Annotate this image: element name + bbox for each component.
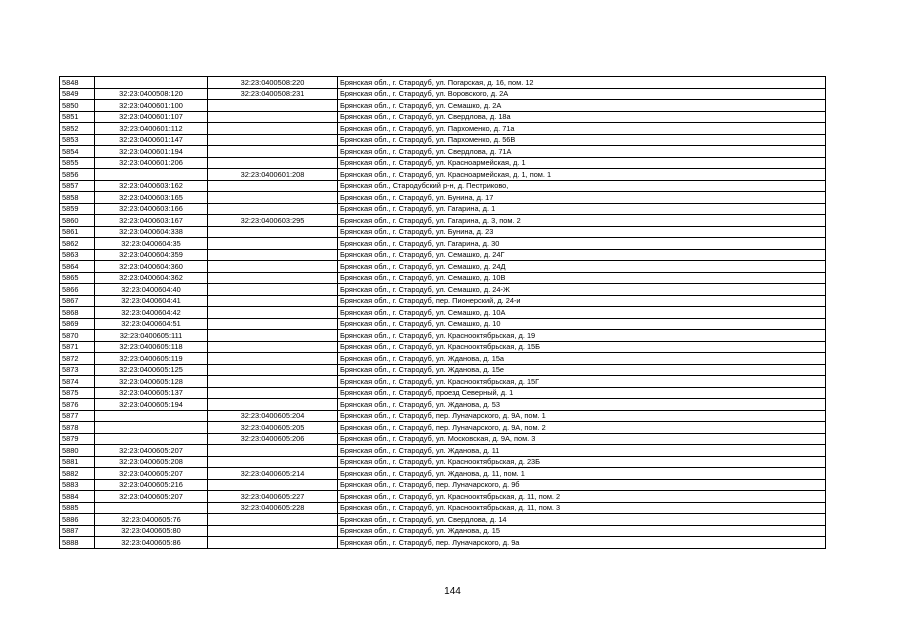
table-row	[60, 399, 826, 411]
cadastral-number-cell: 32:23:0400605:128	[95, 376, 208, 388]
address-cell: Брянская обл., г. Стародуб, ул. Краснооктябрьская, д. 19	[338, 330, 826, 342]
cadastral-number-cell	[95, 433, 208, 445]
room-cadastral-number-cell	[208, 295, 338, 307]
cadastral-number-cell: 32:23:0400508:120	[95, 88, 208, 100]
row-number-cell: 5852	[60, 123, 95, 135]
address-cell: Брянская обл., г. Стародуб, проезд Северный, д. 1	[338, 387, 826, 399]
row-number-cell: 5866	[60, 284, 95, 296]
row-number-cell: 5868	[60, 307, 95, 319]
row-number-cell: 5863	[60, 249, 95, 261]
cadastral-number-cell: 32:23:0400604:359	[95, 249, 208, 261]
address-cell: Брянская обл., г. Стародуб, ул. Семашко, д. 24Г	[338, 249, 826, 261]
row-number-cell: 5873	[60, 364, 95, 376]
row-number-cell: 5862	[60, 238, 95, 250]
room-cadastral-number-cell	[208, 353, 338, 365]
table-row	[60, 203, 826, 215]
address-cell: Брянская обл., г. Стародуб, ул. Жданова, д. 15е	[338, 364, 826, 376]
address-cell: Брянская обл., г. Стародуб, ул. Краснооктябрьская, д. 15Б	[338, 341, 826, 353]
row-number-cell: 5864	[60, 261, 95, 273]
row-number-cell: 5883	[60, 479, 95, 491]
cadastral-number-cell: 32:23:0400603:165	[95, 192, 208, 204]
cadastral-number-cell: 32:23:0400605:76	[95, 514, 208, 526]
table-row	[60, 422, 826, 434]
address-cell: Брянская обл., г. Стародуб, ул. Свердлова, д. 14	[338, 514, 826, 526]
table-row	[60, 134, 826, 146]
room-cadastral-number-cell	[208, 445, 338, 457]
cadastral-number-cell: 32:23:0400605:86	[95, 537, 208, 549]
table-row	[60, 468, 826, 480]
address-cell: Брянская обл., г. Стародуб, ул. Московская, д. 9А, пом. 3	[338, 433, 826, 445]
address-cell: Брянская обл., г. Стародуб, ул. Краснооктябрьская, д. 15Г	[338, 376, 826, 388]
row-number-cell: 5878	[60, 422, 95, 434]
room-cadastral-number-cell	[208, 456, 338, 468]
page-number: 144	[444, 586, 461, 597]
cadastral-number-cell: 32:23:0400604:338	[95, 226, 208, 238]
room-cadastral-number-cell	[208, 238, 338, 250]
cadastral-number-cell: 32:23:0400605:207	[95, 468, 208, 480]
room-cadastral-number-cell	[208, 111, 338, 123]
cadastral-number-cell: 32:23:0400604:40	[95, 284, 208, 296]
address-cell: Брянская обл., г. Стародуб, ул. Гагарина, д. 30	[338, 238, 826, 250]
row-number-cell: 5876	[60, 399, 95, 411]
room-cadastral-number-cell	[208, 399, 338, 411]
cadastral-number-cell	[95, 169, 208, 181]
property-register-table	[59, 76, 826, 549]
address-cell: Брянская обл., г. Стародуб, пер. Луначарского, д. 9А, пом. 2	[338, 422, 826, 434]
cadastral-number-cell: 32:23:0400601:147	[95, 134, 208, 146]
address-cell: Брянская обл., г. Стародуб, ул. Красноармейская, д. 1, пом. 1	[338, 169, 826, 181]
table-row	[60, 226, 826, 238]
room-cadastral-number-cell	[208, 514, 338, 526]
cadastral-number-cell: 32:23:0400604:362	[95, 272, 208, 284]
table-row	[60, 146, 826, 158]
table-row	[60, 111, 826, 123]
table-row	[60, 456, 826, 468]
row-number-cell: 5877	[60, 410, 95, 422]
row-number-cell: 5882	[60, 468, 95, 480]
cadastral-number-cell: 32:23:0400605:137	[95, 387, 208, 399]
cadastral-number-cell	[95, 77, 208, 89]
row-number-cell: 5871	[60, 341, 95, 353]
cadastral-number-cell: 32:23:0400601:112	[95, 123, 208, 135]
row-number-cell: 5885	[60, 502, 95, 514]
address-cell: Брянская обл., г. Стародуб, ул. Воровского, д. 2А	[338, 88, 826, 100]
cadastral-number-cell: 32:23:0400605:207	[95, 445, 208, 457]
row-number-cell: 5869	[60, 318, 95, 330]
row-number-cell: 5851	[60, 111, 95, 123]
cadastral-number-cell: 32:23:0400603:166	[95, 203, 208, 215]
cadastral-number-cell: 32:23:0400604:35	[95, 238, 208, 250]
table-row	[60, 77, 826, 89]
table-row	[60, 249, 826, 261]
table-row	[60, 272, 826, 284]
room-cadastral-number-cell	[208, 180, 338, 192]
room-cadastral-number-cell	[208, 387, 338, 399]
room-cadastral-number-cell: 32:23:0400605:205	[208, 422, 338, 434]
room-cadastral-number-cell	[208, 146, 338, 158]
address-cell: Брянская обл., г. Стародуб, ул. Жданова, д. 11, пом. 1	[338, 468, 826, 480]
cadastral-number-cell: 32:23:0400605:111	[95, 330, 208, 342]
cadastral-number-cell: 32:23:0400603:167	[95, 215, 208, 227]
address-cell: Брянская обл., г. Стародуб, ул. Краснооктябрьская, д. 11, пом. 2	[338, 491, 826, 503]
row-number-cell: 5856	[60, 169, 95, 181]
address-cell: Брянская обл., г. Стародуб, ул. Семашко, д. 10В	[338, 272, 826, 284]
room-cadastral-number-cell: 32:23:0400605:214	[208, 468, 338, 480]
address-cell: Брянская обл., г. Стародуб, ул. Краснооктябрьская, д. 23Б	[338, 456, 826, 468]
cadastral-number-cell: 32:23:0400605:207	[95, 491, 208, 503]
address-cell: Брянская обл., г. Стародуб, ул. Погарская, д. 16, пом. 12	[338, 77, 826, 89]
row-number-cell: 5870	[60, 330, 95, 342]
row-number-cell: 5859	[60, 203, 95, 215]
room-cadastral-number-cell: 32:23:0400605:227	[208, 491, 338, 503]
room-cadastral-number-cell	[208, 364, 338, 376]
table-row	[60, 491, 826, 503]
table-row	[60, 123, 826, 135]
address-cell: Брянская обл., г. Стародуб, ул. Красноармейская, д. 1	[338, 157, 826, 169]
address-cell: Брянская обл., г. Стародуб, ул. Жданова, д. 11	[338, 445, 826, 457]
address-cell: Брянская обл., г. Стародуб, ул. Бунина, д. 23	[338, 226, 826, 238]
address-cell: Брянская обл., г. Стародуб, ул. Жданова, д. 15а	[338, 353, 826, 365]
table-row	[60, 341, 826, 353]
cadastral-number-cell: 32:23:0400601:194	[95, 146, 208, 158]
room-cadastral-number-cell	[208, 226, 338, 238]
row-number-cell: 5860	[60, 215, 95, 227]
room-cadastral-number-cell	[208, 376, 338, 388]
table-row	[60, 169, 826, 181]
room-cadastral-number-cell	[208, 272, 338, 284]
table-row	[60, 330, 826, 342]
row-number-cell: 5881	[60, 456, 95, 468]
address-cell: Брянская обл., г. Стародуб, ул. Жданова, д. 15	[338, 525, 826, 537]
cadastral-number-cell	[95, 410, 208, 422]
table-row	[60, 295, 826, 307]
row-number-cell: 5865	[60, 272, 95, 284]
table-row	[60, 284, 826, 296]
table-row	[60, 353, 826, 365]
address-cell: Брянская обл., г. Стародуб, ул. Жданова, д. 53	[338, 399, 826, 411]
table-row	[60, 180, 826, 192]
room-cadastral-number-cell: 32:23:0400508:220	[208, 77, 338, 89]
room-cadastral-number-cell	[208, 134, 338, 146]
table-row	[60, 307, 826, 319]
table-row	[60, 88, 826, 100]
room-cadastral-number-cell: 32:23:0400601:208	[208, 169, 338, 181]
room-cadastral-number-cell: 32:23:0400605:206	[208, 433, 338, 445]
row-number-cell: 5887	[60, 525, 95, 537]
cadastral-number-cell: 32:23:0400604:42	[95, 307, 208, 319]
cadastral-number-cell	[95, 502, 208, 514]
room-cadastral-number-cell	[208, 330, 338, 342]
room-cadastral-number-cell	[208, 192, 338, 204]
address-cell: Брянская обл., Стародубский р-н, д. Пестриково,	[338, 180, 826, 192]
table-row	[60, 318, 826, 330]
cadastral-number-cell: 32:23:0400605:80	[95, 525, 208, 537]
row-number-cell: 5848	[60, 77, 95, 89]
cadastral-number-cell	[95, 422, 208, 434]
table-row	[60, 261, 826, 273]
row-number-cell: 5858	[60, 192, 95, 204]
address-cell: Брянская обл., г. Стародуб, ул. Семашко, д. 10А	[338, 307, 826, 319]
address-cell: Брянская обл., г. Стародуб, ул. Семашко, д. 2А	[338, 100, 826, 112]
room-cadastral-number-cell	[208, 318, 338, 330]
table-row	[60, 238, 826, 250]
row-number-cell: 5867	[60, 295, 95, 307]
table-row	[60, 376, 826, 388]
address-cell: Брянская обл., г. Стародуб, ул. Свердлова, д. 71А	[338, 146, 826, 158]
row-number-cell: 5854	[60, 146, 95, 158]
room-cadastral-number-cell	[208, 341, 338, 353]
table-row	[60, 537, 826, 549]
table-row	[60, 502, 826, 514]
row-number-cell: 5888	[60, 537, 95, 549]
cadastral-number-cell: 32:23:0400605:208	[95, 456, 208, 468]
cadastral-number-cell: 32:23:0400603:162	[95, 180, 208, 192]
cadastral-number-cell: 32:23:0400604:41	[95, 295, 208, 307]
address-cell: Брянская обл., г. Стародуб, ул. Пархоменко, д. 56В	[338, 134, 826, 146]
room-cadastral-number-cell	[208, 307, 338, 319]
room-cadastral-number-cell: 32:23:0400603:295	[208, 215, 338, 227]
address-cell: Брянская обл., г. Стародуб, ул. Гагарина, д. 3, пом. 2	[338, 215, 826, 227]
address-cell: Брянская обл., г. Стародуб, пер. Пионерский, д. 24-и	[338, 295, 826, 307]
room-cadastral-number-cell	[208, 261, 338, 273]
address-cell: Брянская обл., г. Стародуб, ул. Краснооктябрьская, д. 11, пом. 3	[338, 502, 826, 514]
row-number-cell: 5886	[60, 514, 95, 526]
room-cadastral-number-cell	[208, 203, 338, 215]
address-cell: Брянская обл., г. Стародуб, ул. Семашко, д. 24Д	[338, 261, 826, 273]
row-number-cell: 5880	[60, 445, 95, 457]
row-number-cell: 5861	[60, 226, 95, 238]
address-cell: Брянская обл., г. Стародуб, ул. Пархоменко, д. 71а	[338, 123, 826, 135]
address-cell: Брянская обл., г. Стародуб, ул. Семашко, д. 10	[338, 318, 826, 330]
address-cell: Брянская обл., г. Стародуб, ул. Семашко, д. 24-Ж	[338, 284, 826, 296]
row-number-cell: 5849	[60, 88, 95, 100]
row-number-cell: 5853	[60, 134, 95, 146]
table-body	[60, 77, 826, 549]
row-number-cell: 5879	[60, 433, 95, 445]
cadastral-number-cell: 32:23:0400601:100	[95, 100, 208, 112]
address-cell: Брянская обл., г. Стародуб, ул. Свердлова, д. 18а	[338, 111, 826, 123]
room-cadastral-number-cell: 32:23:0400508:231	[208, 88, 338, 100]
cadastral-number-cell: 32:23:0400601:107	[95, 111, 208, 123]
room-cadastral-number-cell	[208, 479, 338, 491]
address-cell: Брянская обл., г. Стародуб, пер. Луначарского, д. 9а	[338, 537, 826, 549]
row-number-cell: 5857	[60, 180, 95, 192]
address-cell: Брянская обл., г. Стародуб, пер. Луначарского, д. 9А, пом. 1	[338, 410, 826, 422]
address-cell: Брянская обл., г. Стародуб, ул. Бунина, д. 17	[338, 192, 826, 204]
room-cadastral-number-cell	[208, 537, 338, 549]
room-cadastral-number-cell	[208, 284, 338, 296]
row-number-cell: 5872	[60, 353, 95, 365]
address-cell: Брянская обл., г. Стародуб, ул. Гагарина, д. 1	[338, 203, 826, 215]
cadastral-number-cell: 32:23:0400601:206	[95, 157, 208, 169]
room-cadastral-number-cell: 32:23:0400605:228	[208, 502, 338, 514]
row-number-cell: 5875	[60, 387, 95, 399]
room-cadastral-number-cell	[208, 123, 338, 135]
table-row	[60, 525, 826, 537]
room-cadastral-number-cell	[208, 100, 338, 112]
table-row	[60, 514, 826, 526]
address-cell: Брянская обл., г. Стародуб, пер. Луначарского, д. 9б	[338, 479, 826, 491]
row-number-cell: 5850	[60, 100, 95, 112]
table-row	[60, 433, 826, 445]
row-number-cell: 5884	[60, 491, 95, 503]
room-cadastral-number-cell: 32:23:0400605:204	[208, 410, 338, 422]
cadastral-number-cell: 32:23:0400605:216	[95, 479, 208, 491]
room-cadastral-number-cell	[208, 249, 338, 261]
cadastral-number-cell: 32:23:0400605:194	[95, 399, 208, 411]
cadastral-number-cell: 32:23:0400605:119	[95, 353, 208, 365]
room-cadastral-number-cell	[208, 525, 338, 537]
table-row	[60, 387, 826, 399]
table-row	[60, 100, 826, 112]
row-number-cell: 5874	[60, 376, 95, 388]
cadastral-number-cell: 32:23:0400604:51	[95, 318, 208, 330]
cadastral-number-cell: 32:23:0400604:360	[95, 261, 208, 273]
table-row	[60, 192, 826, 204]
row-number-cell: 5855	[60, 157, 95, 169]
table-row	[60, 157, 826, 169]
table-row	[60, 445, 826, 457]
room-cadastral-number-cell	[208, 157, 338, 169]
cadastral-number-cell: 32:23:0400605:118	[95, 341, 208, 353]
table-row	[60, 479, 826, 491]
table-row	[60, 364, 826, 376]
cadastral-number-cell: 32:23:0400605:125	[95, 364, 208, 376]
table-row	[60, 215, 826, 227]
table-row	[60, 410, 826, 422]
